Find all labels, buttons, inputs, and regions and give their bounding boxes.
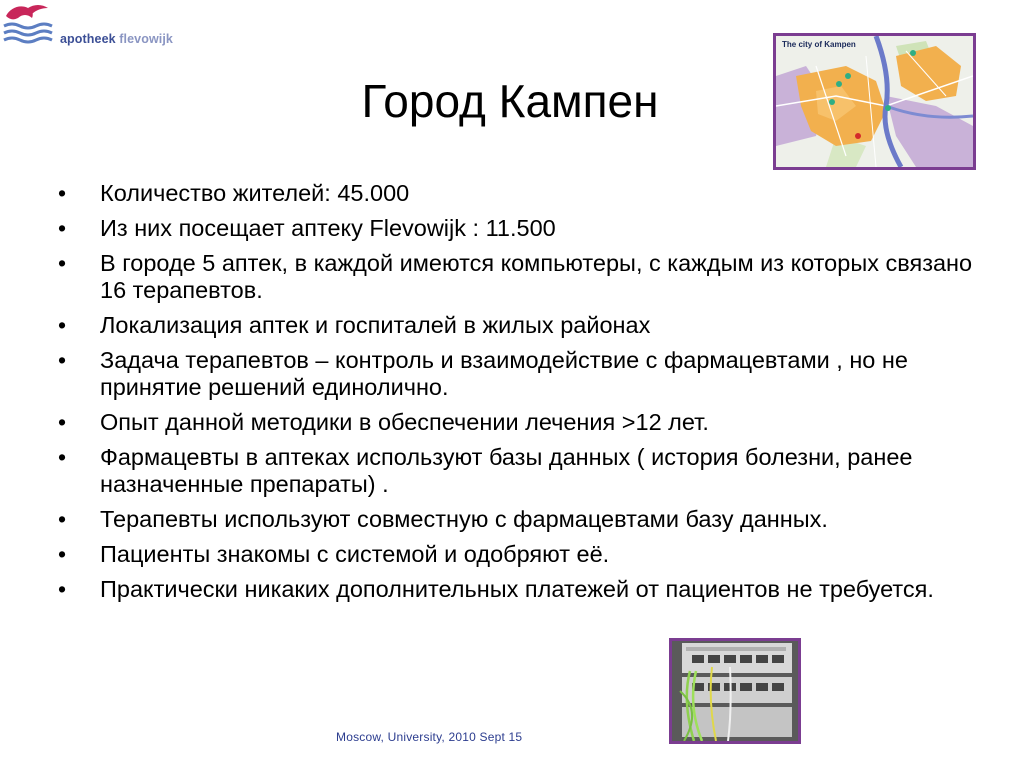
city-map-image [773, 33, 976, 170]
bullet-list [56, 180, 976, 611]
slide-title-text: Город Кампен [361, 75, 659, 127]
bullet-item: • Пациенты знакомы с системой и одобряют её. [56, 541, 976, 568]
bullet-item: • Из них посещает аптеку Flevowijk : 11.500 [56, 215, 976, 242]
logo-wordmark [60, 32, 173, 46]
bullet-item: • Практически никаких дополнительных платежей от пациентов не требуется. [56, 576, 976, 603]
logo-secondary: flevowijk [119, 32, 173, 46]
map-illustration [776, 36, 973, 167]
bullet-item: • В городе 5 аптек, в каждой имеются компьютеры, с каждым из которых связано 16 терапевтов. [56, 250, 976, 304]
bullet-item: • Количество жителей: 45.000 [56, 180, 976, 207]
bullet-item: • Задача терапевтов – контроль и взаимодействие с фармацевтами , но не принятие решений единолично. [56, 347, 976, 401]
bullet-item: • Терапевты используют совместную с фармацевтами базу данных. [56, 506, 976, 533]
map-caption: The city of Kampen [782, 40, 856, 49]
bullet-item: • Локализация аптек и госпиталей в жилых районах [56, 312, 976, 339]
footer-text: Moscow, University, 2010 Sept 15 [336, 730, 523, 744]
server-rack-illustration [672, 641, 798, 741]
apotheek-logo [2, 2, 177, 48]
bullet-item: • Опыт данной методики в обеспечении лечения >12 лет. [56, 409, 976, 436]
server-rack-photo [669, 638, 801, 744]
logo-primary: apotheek [60, 32, 116, 46]
bird-waves-icon [2, 2, 58, 48]
bullet-item: • Фармацевты в аптеках используют базы данных ( история болезни, ранее назначенные препараты) . [56, 444, 976, 498]
